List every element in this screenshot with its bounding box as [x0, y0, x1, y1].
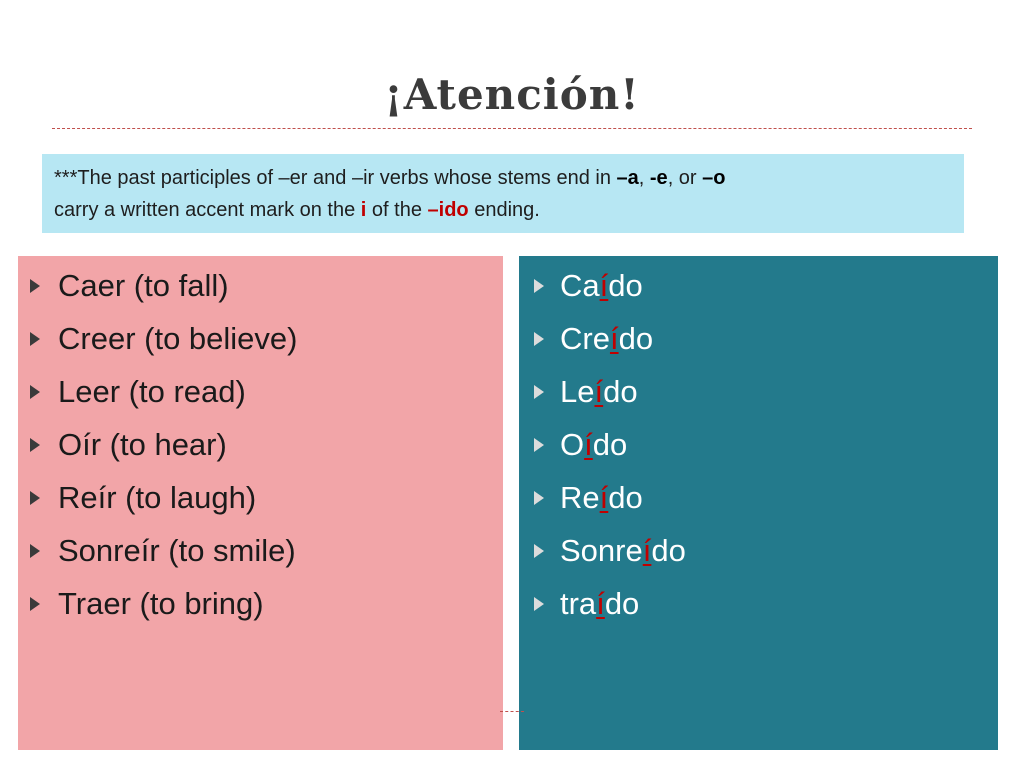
infinitive-item	[18, 372, 503, 425]
infinitive-label: Sonreír (to smile)	[58, 533, 296, 568]
participle-stem: Ca	[560, 268, 600, 303]
participle-item	[519, 478, 998, 531]
triangle-bullet-icon	[534, 491, 544, 505]
participle-item	[519, 584, 998, 637]
participle-ending: do	[608, 480, 643, 515]
note-ending-ido: –ido	[427, 199, 469, 221]
participle-item	[519, 372, 998, 425]
note-ending-e: -e	[649, 167, 668, 189]
infinitive-item	[18, 319, 503, 372]
infinitive-item	[18, 531, 503, 584]
infinitives-list	[18, 266, 503, 637]
infinitive-item	[18, 425, 503, 478]
participle-ending: do	[604, 586, 640, 621]
accented-i: í	[584, 427, 593, 462]
participle-stem: Cre	[560, 321, 610, 356]
participle-label	[560, 266, 643, 306]
triangle-bullet-icon	[534, 597, 544, 611]
accented-i: í	[594, 374, 604, 409]
participle-label	[560, 425, 627, 465]
participle-label	[560, 584, 639, 624]
triangle-bullet-icon	[30, 438, 40, 452]
note-separator: , or	[667, 167, 703, 189]
accented-i: í	[599, 268, 609, 303]
infinitive-item	[18, 584, 503, 637]
participle-stem: Re	[560, 480, 600, 515]
triangle-bullet-icon	[30, 491, 40, 505]
infinitive-item	[18, 266, 503, 319]
participle-ending: do	[618, 321, 654, 356]
participles-list	[519, 266, 998, 637]
infinitive-item	[18, 478, 503, 531]
infinitive-label: Leer (to read)	[58, 374, 246, 409]
triangle-bullet-icon	[534, 438, 544, 452]
triangle-bullet-icon	[534, 279, 544, 293]
participle-stem: tra	[560, 586, 597, 621]
participle-stem: O	[560, 427, 585, 462]
note-ending-a: –a	[616, 167, 639, 189]
participle-label	[560, 531, 686, 571]
participle-stem: Le	[560, 374, 595, 409]
triangle-bullet-icon	[30, 279, 40, 293]
note-ending-o: –o	[702, 167, 726, 189]
infinitives-panel	[18, 256, 503, 750]
infinitive-label: Caer (to fall)	[58, 268, 229, 303]
triangle-bullet-icon	[30, 544, 40, 558]
triangle-bullet-icon	[534, 544, 544, 558]
note-text: ***The past participles of –er and –ir verbs whose stems end in	[54, 167, 617, 189]
participle-label	[560, 478, 643, 518]
participle-item	[519, 531, 998, 584]
note-letter-i: i	[360, 199, 367, 221]
participles-panel	[519, 256, 998, 750]
participle-ending: do	[608, 268, 643, 303]
participle-label	[560, 372, 638, 412]
accented-i: í	[609, 321, 619, 356]
triangle-bullet-icon	[534, 385, 544, 399]
note-line-1	[54, 162, 952, 194]
note-text: carry a written accent mark on the	[54, 199, 361, 221]
footer-divider	[500, 711, 524, 712]
infinitive-label: Traer (to bring)	[58, 586, 264, 621]
participle-stem: Sonre	[560, 533, 643, 568]
accented-i: í	[596, 586, 605, 621]
participle-label	[560, 319, 653, 359]
accented-i: í	[642, 533, 652, 568]
note-separator: ,	[638, 167, 650, 189]
participle-ending: do	[603, 374, 638, 409]
note-box	[42, 154, 964, 233]
triangle-bullet-icon	[534, 332, 544, 346]
triangle-bullet-icon	[30, 385, 40, 399]
infinitive-label: Creer (to believe)	[58, 321, 298, 356]
participle-item	[519, 425, 998, 478]
participle-ending: do	[592, 427, 628, 462]
note-text: of the	[366, 199, 428, 221]
participle-ending: do	[651, 533, 686, 568]
accented-i: í	[599, 480, 609, 515]
participle-item	[519, 266, 998, 319]
infinitive-label: Reír (to laugh)	[58, 480, 257, 515]
note-text: ending.	[468, 199, 540, 221]
triangle-bullet-icon	[30, 597, 40, 611]
title-divider	[52, 128, 972, 129]
triangle-bullet-icon	[30, 332, 40, 346]
infinitive-label: Oír (to hear)	[58, 427, 227, 462]
note-line-2	[54, 194, 952, 226]
slide-title: ¡Atención!	[384, 70, 640, 119]
participle-item	[519, 319, 998, 372]
